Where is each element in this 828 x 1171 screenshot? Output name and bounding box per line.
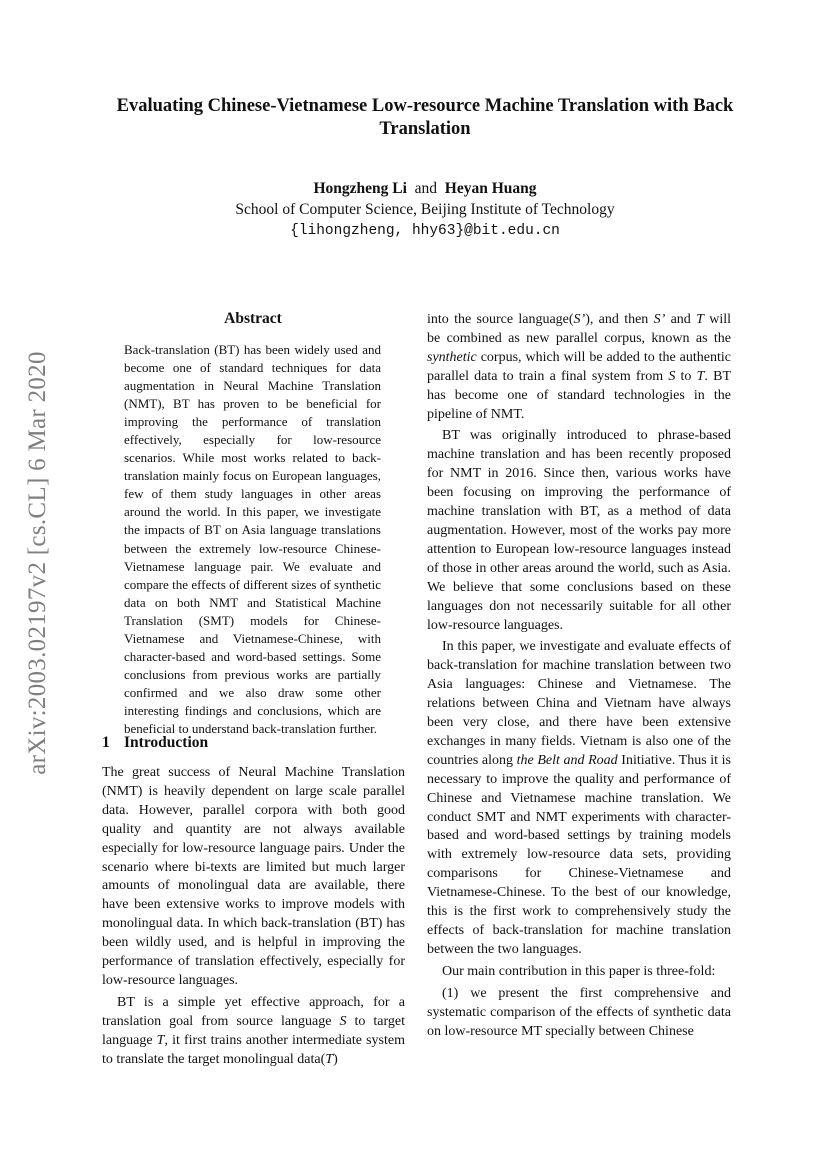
text-run: BT is a simple yet effective approach, for a translation goal from source language — [102, 994, 405, 1029]
math-symbol: S’ — [573, 312, 586, 327]
abstract-heading: Abstract — [224, 310, 282, 327]
left-column-body — [102, 764, 405, 1070]
text-run: Initiative. Thus it is necessary to improve the quality and performance of Chinese and Vietnamese machine translation. We conduct SMT and NMT experiments with character-based and word-based settings by training models with extremely low-resource data sets, providing comparisons for Chinese-Vietnamese and Vietnamese-Chinese. To the best of our knowledge, this is the first work to comprehensively study the effects of back-translation for machine translation between the two languages. — [427, 752, 732, 957]
author-conjunction: and — [414, 180, 438, 197]
emphasis-text: the Belt and Road — [516, 752, 618, 768]
section-heading-introduction — [102, 734, 404, 752]
author-name-2: Heyan Huang — [444, 180, 537, 197]
math-symbol: S — [668, 368, 676, 384]
author-line — [80, 179, 770, 199]
math-symbol: S’ — [653, 312, 666, 327]
affiliation: School of Computer Science, Beijing Institute of Technology — [235, 201, 615, 218]
math-symbol: T — [696, 312, 704, 327]
author-email: {lihongzheng, hhy63}@bit.edu.cn — [290, 223, 560, 239]
section-title: Introduction — [124, 734, 209, 751]
intro-paragraph-1: The great success of Neural Machine Translation (NMT) is heavily dependent on large scale parallel data. However, parallel corpora with both good quality and quantity are not always available especially for low-resource language pairs. Under the scenario where bi-texts are limited but much larger amounts of monolingual data are available, there have been extensive works to improve models with monolingual data. In which back-translation (BT) has been wildly used, and is helpful in improving the performance of translation effectively, especially for low-resource languages. — [102, 765, 405, 988]
emphasis-text: synthetic — [427, 349, 477, 365]
math-symbol: T — [696, 368, 705, 384]
text-run: to target language — [102, 1013, 405, 1048]
math-symbol: T — [325, 1051, 334, 1067]
math-symbol: T — [156, 1032, 165, 1048]
text-run: to — [675, 368, 697, 384]
right-paragraph-3 — [427, 638, 731, 959]
abstract-text: Back-translation (BT) has been widely used and become one of standard techniques for data augmentation in Neural Machine Translation (NMT), BT has proven to be beneficial for improving the performance of translation effectively, especially for low-resource scenarios. While most works related to back-translation mainly focus on European languages, few of them study languages in other areas around the world. In this paper, we investigate the impacts of BT on Asia language translations between the extremely low-resource Chinese-Vietnamese language pair. We evaluate and compare the effects of different sizes of synthetic data on both NMT and Statistical Machine Translation (SMT) models for Chinese-Vietnamese and Vietnamese-Chinese, with character-based and word-based settings. Some conclusions from previous works are partially confirmed and we also draw some other interesting findings and conclusions, which are beneficial to understand back-translation further. — [124, 342, 381, 736]
text-run: corpus, which will be added to the authentic parallel data to train a final system from — [427, 349, 731, 384]
section-number: 1 — [102, 734, 110, 751]
author-name-1: Hongzheng Li — [313, 180, 407, 197]
right-paragraph-2: BT was originally introduced to phrase-based machine translation and has been recently proposed for NMT in 2016. Since then, various works have been focusing on improving the performance of machine translation with BT, as a method of data augmentation. However, most of the works pay more attention to European low-resource languages instead of those in other areas around the world, such as Asia. We believe that some conclusions based on these languages don not necessarily suitable for all other low-resource languages. — [427, 428, 731, 633]
text-run: will be combined as new parallel corpus, known as the — [427, 312, 731, 346]
text-run: and — [665, 312, 697, 327]
right-paragraph-4: Our main contribution in this paper is three-fold: — [442, 963, 716, 979]
paper-title: Evaluating Chinese-Vietnamese Low-resource Machine Translation with Back Translation — [116, 96, 734, 139]
right-paragraph-5: (1) we present the first comprehensive and systematic comparison of the effects of synthetic data on low-resource MT specially between Chinese — [427, 985, 731, 1039]
text-run: , it first trains another intermediate system to translate the target monolingual data( — [102, 1032, 406, 1067]
math-symbol: S — [339, 1013, 347, 1029]
text-run: ), and then — [585, 312, 654, 327]
text-run: into the source language( — [427, 312, 574, 327]
right-column-body — [427, 311, 731, 1041]
text-run: . BT has become one of standard technologies in the pipeline of NMT. — [427, 368, 732, 422]
arxiv-watermark: arXiv:2003.02197v2 [cs.CL] 6 Mar 2020 — [24, 351, 51, 775]
text-run: In this paper, we investigate and evaluate effects of back-translation for machine translation between two Asia languages: Chinese and Vietnamese. The relations between China and Vietnam have always been very close, and there have been extensive exchanges in many fields. Vietnam is also one of the countries along — [427, 639, 731, 768]
right-paragraph-1 — [427, 311, 731, 424]
text-run: ) — [333, 1051, 338, 1067]
intro-paragraph-2 — [102, 994, 405, 1070]
